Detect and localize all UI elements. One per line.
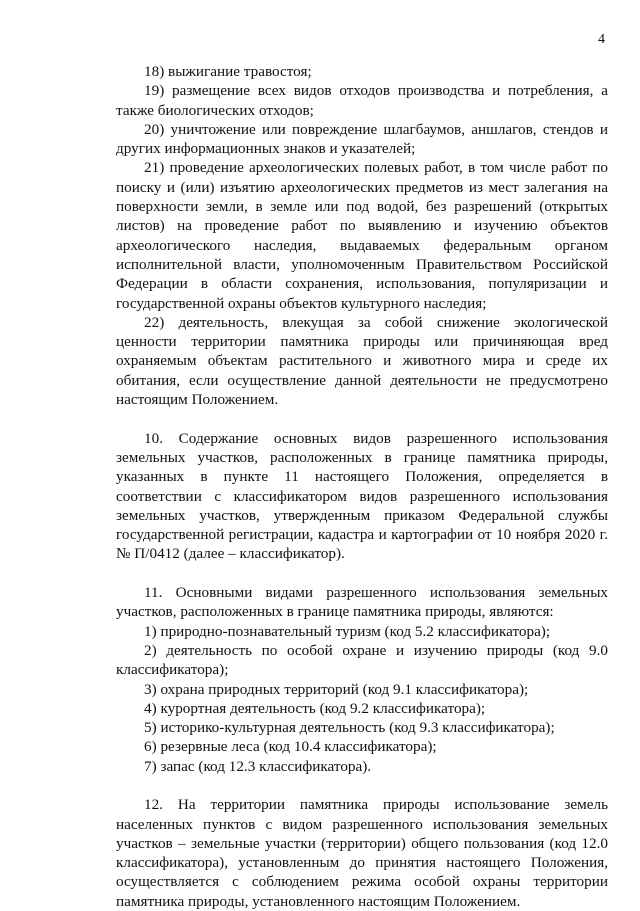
section-11-item-7: 7) запас (код 12.3 классификатора). <box>144 757 372 775</box>
section-11-item-4: 4) курортная деятельность (код 9.2 классификатора); <box>144 699 486 717</box>
list-item-18: 18) выжигание травостоя; <box>144 63 312 80</box>
section-10-paragraph: 10. Содержание основных видов разрешенного использования земельных участков, расположенных в границе памятника природы, указанных в пункте 11 настоящего Положения, определяется в соответствии с классификатором видов разрешенного использования земельных участков, утвержденным приказом Федеральной службы государственной регистрации, кадастра и картографии от 10 ноября 2020 г. № П/0412 (далее – классификатор). <box>116 429 608 563</box>
section-11-item-3: 3) охрана природных территорий (код 9.1 классификатора); <box>144 680 529 698</box>
list-item-21: 21) проведение археологических полевых работ, в том числе работ по поиску и (или) изъятию археологических предметов из мест залегания на поверхности земли, в земле или под водой, без разрешений (открытых листов) на проведение работ по выявлению и изучению объектов археологического наследия, выдаваемых федеральным органом исполнительной власти, уполномоченным Правительством Российской Федерации в области сохранения, использования, популяризации и государственной охраны объектов культурного наследия; <box>116 159 608 312</box>
page-number: 4 <box>598 32 605 47</box>
section-12-paragraph: 12. На территории памятника природы использование земель населенных пунктов с видом разрешенного использования земельных участков – земельные участки (территории) общего пользования (код 12.0 классификатора), установленным до принятия настоящего Положения, осуществляется с соблюдением режима особой охраны территории памятника природы, установленного настоящим Положением. <box>116 796 608 910</box>
document-body <box>116 62 608 911</box>
section-11-item-2: 2) деятельность по особой охране и изучению природы (код 9.0 классификатора); <box>116 641 608 679</box>
section-11-intro: 11. Основными видами разрешенного использования земельных участков, расположенных в границе памятника природы, являются: <box>116 584 608 621</box>
list-item-20: 20) уничтожение или повреждение шлагбаумов, аншлагов, стендов и других информационных знаков и указателей; <box>116 120 608 158</box>
list-item-19: 19) размещение всех видов отходов производства и потребления, а также биологических отходов; <box>116 82 608 119</box>
list-item-22: 22) деятельность, влекущая за собой снижение экологической ценности территории памятника природы или причиняющая вред охраняемым объектам растительного и животного мира и среде их обитания, если осуществление данной деятельности не предусмотрено настоящим Положением. <box>116 313 608 409</box>
section-11-item-1: 1) природно-познавательный туризм (код 5.2 классификатора); <box>144 622 551 640</box>
section-11-item-6: 6) резервные леса (код 10.4 классификатора); <box>144 738 437 756</box>
section-11-item-5: 5) историко-культурная деятельность (код 9.3 классификатора); <box>144 719 555 737</box>
